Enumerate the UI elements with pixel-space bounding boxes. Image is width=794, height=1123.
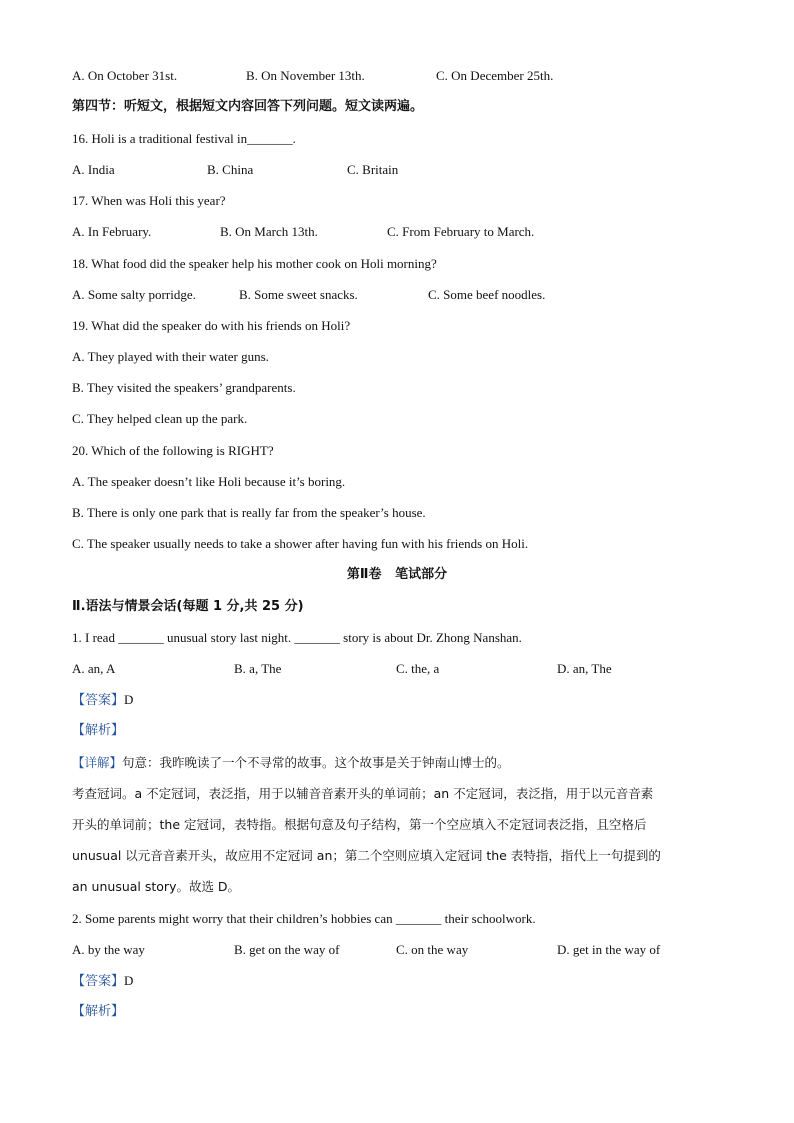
grammar-heading: Ⅱ.语法与情景会话(每题 1 分,共 25 分) <box>72 599 304 614</box>
q19-option-b: B. They visited the speakers’ grandparents. <box>72 380 296 395</box>
q1-detail-text-1: 句意：我昨晚读了一个不寻常的故事。这个故事是关于钟南山博士的。 <box>122 755 510 770</box>
q2-option-d: D. get in the way of <box>557 942 661 957</box>
q16-option-a: A. India <box>72 162 115 177</box>
q17-option-a: A. In February. <box>72 224 152 239</box>
q2-answer-value: D <box>124 973 134 988</box>
q20-option-a: A. The speaker doesn’t like Holi because it’s boring. <box>72 474 346 489</box>
part2-title: 第Ⅱ卷 笔试部分 <box>346 567 448 582</box>
q17-option-c: C. From February to March. <box>387 224 535 239</box>
q20-stem: 20. Which of the following is RIGHT? <box>72 443 274 458</box>
q1-option-d: D. an, The <box>557 661 612 676</box>
q1-analysis-tag: 【解析】 <box>72 723 125 738</box>
q18-option-c: C. Some beef noodles. <box>428 287 546 302</box>
q1-detail-line-5: an unusual story。故选 D。 <box>72 879 241 894</box>
q2-answer-line <box>72 973 133 990</box>
q1-detail-line-1 <box>72 755 510 771</box>
q1-answer-line <box>72 692 133 709</box>
q16-option-b: B. China <box>207 162 254 177</box>
q1-option-b: B. a, The <box>234 661 282 676</box>
q15-option-a: A. On October 31st. <box>72 68 178 83</box>
q15-option-b: B. On November 13th. <box>246 68 365 83</box>
q1-answer-value: D <box>124 692 134 707</box>
q17-stem: 17. When was Holi this year? <box>72 193 226 208</box>
section4-heading: 第四节：听短文，根据短文内容回答下列问题。短文读两遍。 <box>72 99 424 114</box>
q18-option-a: A. Some salty porridge. <box>72 287 196 302</box>
q18-stem: 18. What food did the speaker help his mother cook on Holi morning? <box>72 256 437 271</box>
q19-option-c: C. They helped clean up the park. <box>72 411 248 426</box>
q15-option-c: C. On December 25th. <box>436 68 554 83</box>
q20-option-c: C. The speaker usually needs to take a shower after having fun with his friends on Holi. <box>72 536 529 551</box>
q17-option-b: B. On March 13th. <box>220 224 318 239</box>
q2-answer-tag: 【答案】 <box>72 974 125 989</box>
q1-stem: 1. I read _______ unusual story last night. _______ story is about Dr. Zhong Nanshan. <box>72 630 522 645</box>
q16-stem: 16. Holi is a traditional festival in_______. <box>72 131 296 146</box>
q20-option-b: B. There is only one park that is really far from the speaker’s house. <box>72 505 426 520</box>
q1-detail-line-3: 开头的单词前；the 定冠词，表特指。根据句意及句子结构，第一个空应填入不定冠词表泛指，且空格后 <box>72 817 647 832</box>
q19-stem: 19. What did the speaker do with his friends on Holi? <box>72 318 351 333</box>
q19-option-a: A. They played with their water guns. <box>72 349 269 364</box>
q2-stem: 2. Some parents might worry that their children’s hobbies can _______ their schoolwork. <box>72 911 536 926</box>
q2-analysis-tag: 【解析】 <box>72 1004 125 1019</box>
q2-option-a: A. by the way <box>72 942 145 957</box>
q1-detail-tag: 【详解】 <box>72 755 123 770</box>
q1-option-a: A. an, A <box>72 661 116 676</box>
q2-option-c: C. on the way <box>396 942 469 957</box>
q2-option-b: B. get on the way of <box>234 942 340 957</box>
q1-option-c: C. the, a <box>396 661 440 676</box>
q1-detail-line-2: 考查冠词。a 不定冠词，表泛指，用于以辅音音素开头的单词前；an 不定冠词，表泛指，用于以元音音素 <box>72 786 654 801</box>
q1-answer-tag: 【答案】 <box>72 693 125 708</box>
q16-option-c: C. Britain <box>347 162 399 177</box>
q1-detail-line-4: unusual 以元音音素开头，故应用不定冠词 an；第二个空则应填入定冠词 the 表特指，指代上一句提到的 <box>72 848 661 863</box>
q18-option-b: B. Some sweet snacks. <box>239 287 358 302</box>
